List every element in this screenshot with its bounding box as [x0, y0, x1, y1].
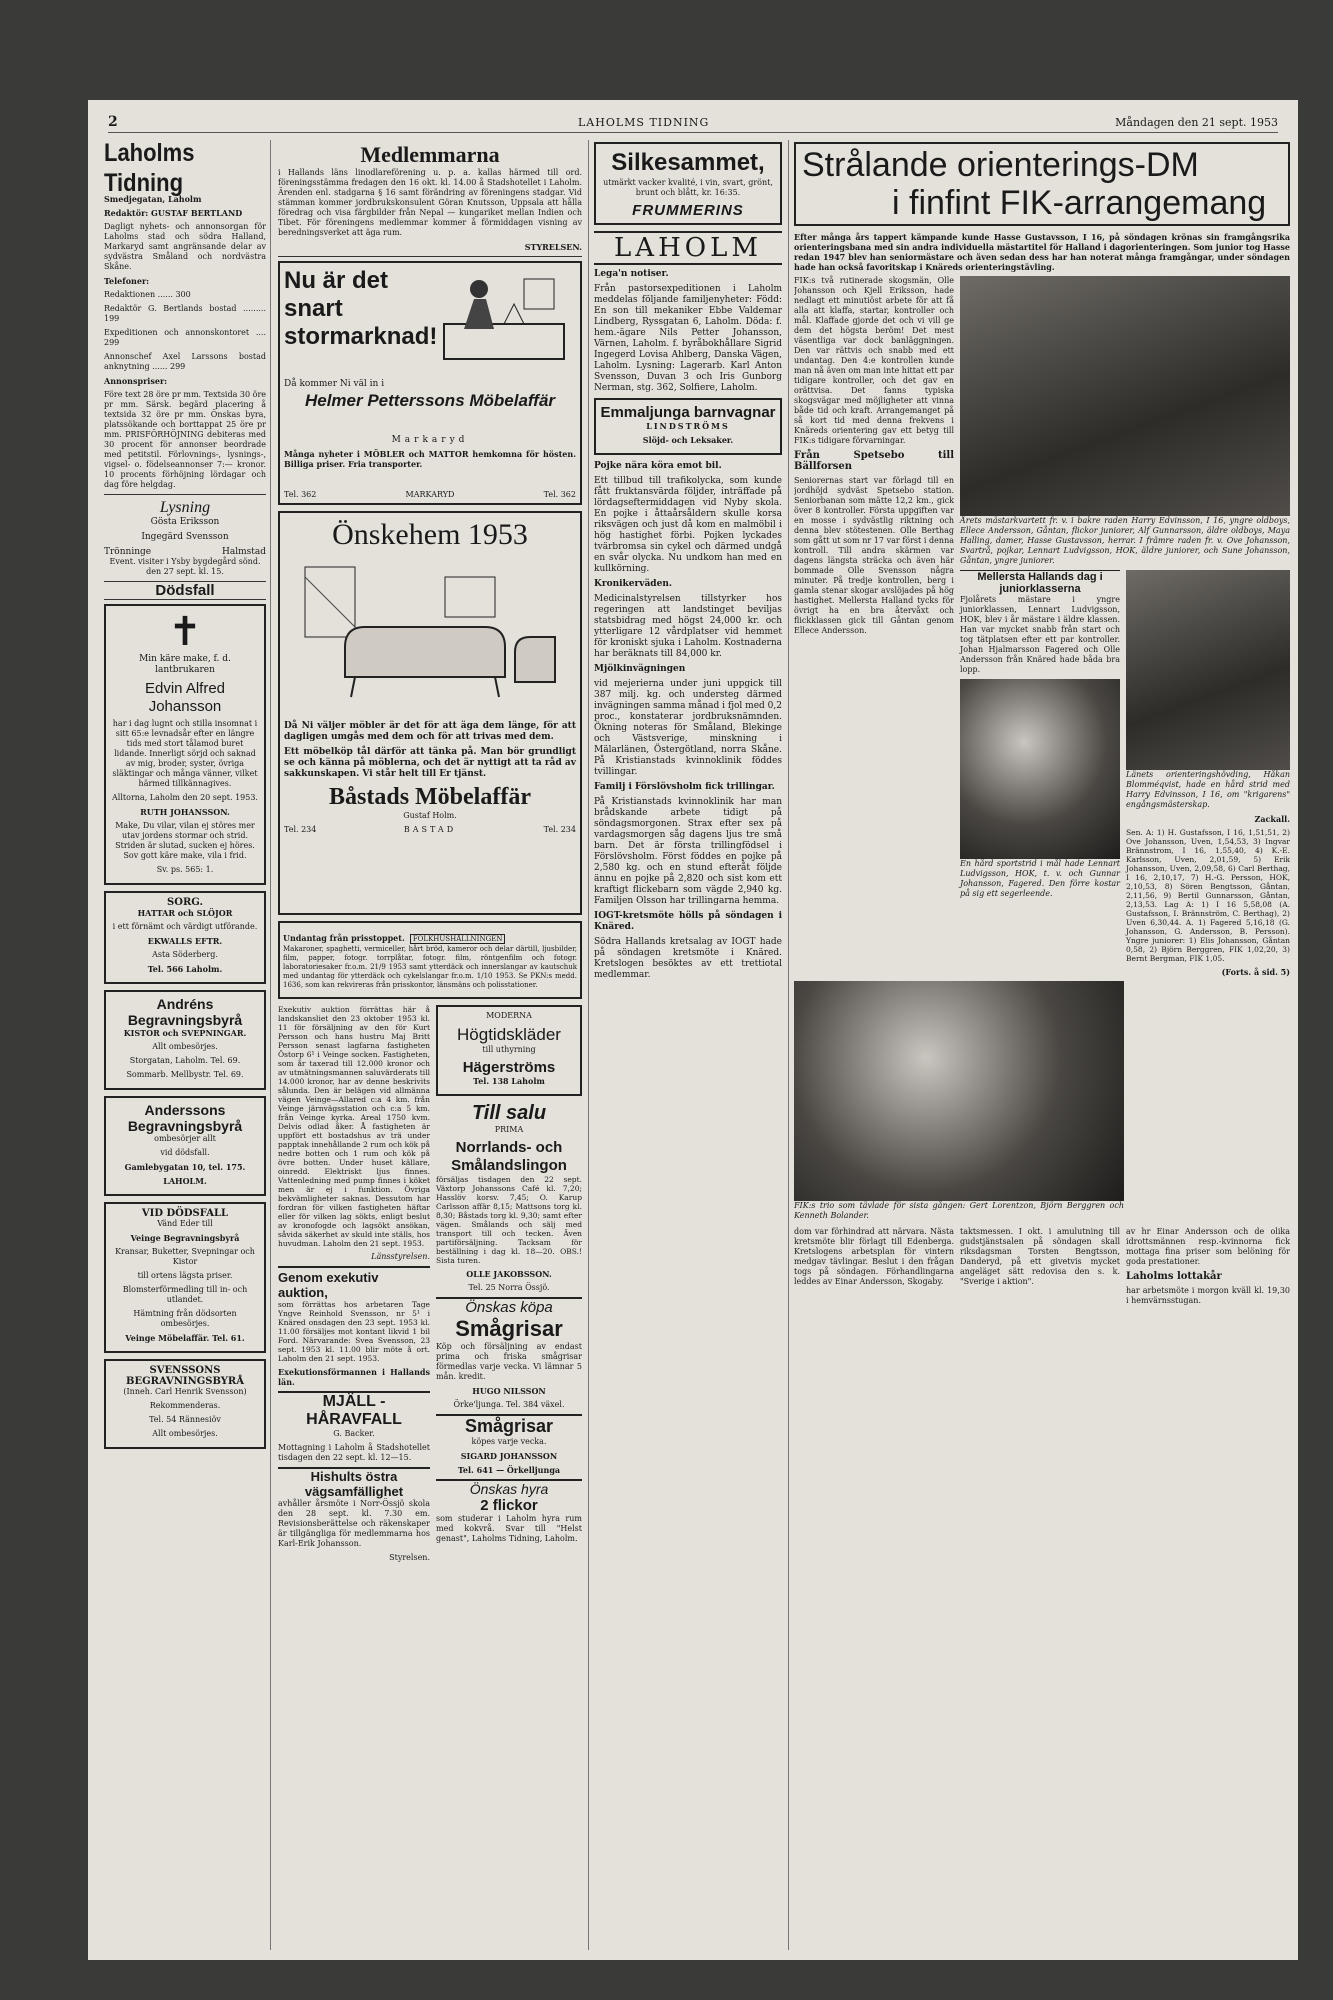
death-text: har i dag lugnt och stilla insomnat i sitt 65:e levnadsår efter en längre tids med stort tålamod buret lidande. Innerligt sörjd och saknad av mig, broder, syster, övriga släktingar och många vänner, vilket härmed tillkännagives.: [112, 719, 258, 788]
trio-block: [794, 981, 1124, 1225]
label: PRIMA: [494, 1125, 524, 1134]
exekutiv1-sign: Länsstyrelsen.: [371, 1252, 430, 1261]
undantag-text: Makaroner, spaghetti, vermiceller, hårt bröd, kameror och delar därtill, ljusbilder, film, papper, fotogr. torrplåtar, fotogr. film, röntgenfilm och fotogr. laboratoriesaker fr.o.m. 21/9 1953 samt ytterdäck och innerslangar av kautschuk med undantag för ytterdäck och cykelslangar fr.o.m. 1/10 1953. Se PKN:s medd. 1636, som kan rekvireras från prisskontor, länsmäns och polisstationer.: [283, 945, 577, 989]
cross-icon: ✝: [168, 609, 202, 655]
col-b-text: Seniorernas start var förlagd till en jordhöjd sydväst Spetsebo station. Seniorbanan som mätte 12,2 km., gick över 8 kontroller. Första uppgiften var en mosse i sydvästlig riktning och denna blev stötestenen. Olle Berthag som gått ut som nr 17 var först i denna kontroll. Till andra skärmen var dagens längsta sträcka och även här bommade Olle Svensson några minuter. På tredje kontrollen, berg i gamla stenar skogar avslöjades på hög hastighet. Mellersta Halland tycks för övrigt ha en bra återvåxt och flickklassen gick till Gåntan genom Ellece Andersson.: [794, 476, 954, 635]
store: FRUMMERINS: [632, 202, 744, 219]
sofa-illustration: [285, 557, 575, 717]
sports-top-row: [794, 276, 1290, 981]
ad-line: Gamlebygatan 10, tel. 175.: [124, 1162, 246, 1172]
stormarknad-text: Många nyheter i MÖBLER och MATTOR hemkomna för hösten. Billiga priser. Fria transporter.: [284, 449, 576, 469]
onskehem-owner: Gustaf Holm.: [403, 811, 457, 820]
item: 2 flickor: [480, 1497, 538, 1514]
photo1-caption: Årets mästarkvartett fr. v. i bakre raden Harry Edvinsson, I 16, yngre oldboys, Ellece Andersson, Gåntan, flickor juniorer, Alf Gunnarsson, äldre oldboys, Maya Halling, damer, Hasse Gustavsson, herrar. I främre raden fr. v. Ove Johansson, Svartrå, pojkar, Lennart Ludvigsson, HOK, äldre juniorer, och Sune Johansson, Gåntan, yngre juniorer.: [960, 516, 1290, 565]
seller: SIGARD JOHANSSON: [460, 1451, 558, 1461]
lysning-name: Ingegärd Svensson: [141, 532, 229, 542]
stormarknad-store: Helmer Petterssons Möbelaffär: [304, 391, 556, 410]
newspaper-page: [88, 100, 1298, 1960]
lysning-notice: [104, 499, 266, 577]
store: Hägerströms: [462, 1059, 556, 1076]
lysning-note: Event. visiter i Ysby bygdegård sönd. den 27 sept. kl. 15.: [109, 557, 261, 576]
prices-text: Före text 28 öre pr mm. Textsida 30 öre pr mm. Särsk. begärd placering å textsida 32 öre pr mm. Önskas byra, platssökande och borttappat 25 öre pr mm. PRISFÖRHÖJNING debiteras med 30 procent för annonser beordrade med petitstil. Förlovnings-, lysnings-, vigsel- o. födelseannonser 7:— kronor. 10 procents förhöjning lördagar och dag före helgdag.: [104, 390, 266, 489]
lega-title: Lega'n notiser.: [594, 269, 669, 279]
ad-line: Sommarb. Mellbystr. Tel. 69.: [126, 1070, 244, 1079]
phone-line: Redaktör G. Bertlands bostad ......... 199: [104, 304, 266, 323]
lega-text: Från pastorsexpeditionen i Laholm meddelas följande familjenyheter: Född: En son till mekaniker Ebbe Valdemar Lindberg, Ryssgatan 6, Laholm. Döda: f. hem.-ägare Nils Petter Johansson, Värnen, Laholm. f. byråbokhållare Sigrid Ingegerd Lovisa Ahlberg, Danska Vägen, Laholm. Lysning: Lagerarb. Karl Anton Svensson, Duvan 3 och Iris Gunborg Nerman, stg. 362, Solfiere, Laholm.: [594, 284, 782, 393]
town: BASTAD: [403, 825, 457, 834]
town: MARKARYD: [405, 490, 455, 499]
ad-line: Rekommenderas.: [149, 1401, 221, 1410]
phones-title: Telefoner:: [104, 276, 150, 286]
ad-line: Vänd Eder till: [157, 1219, 213, 1228]
results-col: [1126, 570, 1290, 981]
orientering-headline: [794, 142, 1290, 226]
headline-line1: Strålande orienterings-DM: [802, 146, 1199, 184]
results-tail: (Forts. å sid. 5): [1221, 967, 1290, 977]
death-psalm: Sv. ps. 565: 1.: [156, 865, 214, 874]
column-news: [594, 142, 782, 1950]
onskehem-store: Båstads Möbelaffär: [329, 784, 531, 810]
ad-anderssons: [104, 1096, 266, 1196]
phone-line: Expeditionen och annonskontoret .... 299: [104, 328, 266, 347]
tel: Tel. 234: [284, 825, 317, 834]
undantag-label: Undantag från prisstoppet.: [283, 933, 405, 943]
exekutiv2-text: som förrättas hos arbetaren Tage Yngve Reinhold Svensson, nr 5¹ i Knäred onsdagen den 23 sept. 1953 kl. 11.00 försäljes mot kontant likvid 1 bil Ford. Närvarande: Svea Svensson, 23 sept. 1953 kl. 11.00 blir möte å ort. Laholm den 21 sept. 1953.: [278, 1300, 430, 1363]
item: Smågrisar: [455, 1316, 563, 1341]
death-signature: RUTH JOHANSSON.: [140, 807, 230, 817]
masthead-address: Smedjegatan, Laholm: [104, 194, 202, 204]
ad-line: Tel. 54 Rännesiöv: [149, 1415, 221, 1424]
ad-line: Allt ombesörjes.: [152, 1429, 218, 1438]
ad-line: till ortens lägsta priser.: [137, 1271, 233, 1280]
familj-text: På Kristianstads kvinnoklinik har man brådskande arbete tidigt på söndagsmorgonen. Strax efter sex på vardagsmorgen såg dagens ljus tre små barn. Det är första trillingfödsel i Förslövsholm. Först föddes en pojke på 2,580 kg. och en stund efteråt följde ännu en pojke på 2,820 och sist kom ett kraftigt flickebarn som vägde 2,940 kg. Familjen Olsson har trillingarna hemma.: [594, 797, 782, 906]
stormarknad-footer: [284, 490, 576, 499]
ad-line: KISTOR och SVEPNINGAR.: [123, 1028, 247, 1038]
ad-line: Storgatan, Laholm. Tel. 69.: [129, 1056, 241, 1065]
death-name: Edvin Alfred Johansson: [144, 680, 226, 715]
title: Smågrisar: [464, 1416, 554, 1436]
pojke-title: Pojke nära köra emot bil.: [594, 461, 722, 471]
tel: Tel. 641 — Örkelljunga: [457, 1465, 561, 1475]
sub2: Slöjd- och Leksaker.: [642, 435, 734, 445]
stormarknad-place: Markaryd: [391, 435, 469, 445]
column-ads-left: [278, 142, 582, 1950]
ad-line: EKWALLS EFTR.: [147, 936, 223, 946]
title: Silkesammet,: [611, 149, 765, 176]
text: försäljas tisdagen den 22 sept. Växtorp Johanssons Café kl. 7,20; Hasslöv korsv. 7,45; O. Karup Carlsson affär 8,15; Mattsons torg kl. 8,30; Båstads torg kl. 9,30; samt efter vägen. Smålands och sälj med transport till och tecken. Även partiförsäljning. Tacksam för beställning i dag kl. 18—20. OBS.! Sista turen.: [436, 1175, 582, 1265]
title: Emmaljunga barnvagnar: [600, 404, 776, 421]
fik-trio-photo: [794, 981, 1124, 1201]
bottom-right: [1126, 1227, 1290, 1310]
bottom-left-text: dom var förhindrad att närvara. Nästa kretsmöte blir förlagt till Edenberga. Kretslogens arbetsplan för vintern medgav tävlingar. Beslut i den frågan togs på söndagen. Förhandlingarna leddes av Einar Andersson, Skogaby.: [794, 1227, 954, 1286]
sports-bottom-row: [794, 981, 1290, 1225]
team-photo: [960, 276, 1290, 516]
pojke-text: Ett tillbud till trafikolycka, som kunde fått fruktansvärda följder, inträffade på lördagseftermiddagen vid Nyby skola. En pojke i åttaårsåldern skulle korsa riksvägen och just då kom en malmöbil i hög hastighet förbi. Pojken lyckades tvärbromsa sin cykel och därmed undgå en svår olycka. Nu undkom han med en kullkörning.: [594, 476, 782, 574]
exekutiv2-title: Genom exekutiv auktion,: [278, 1266, 430, 1300]
ad-line: i ett förnämt och värdigt utförande.: [112, 922, 258, 931]
undantag-notice: [278, 921, 582, 999]
ad-moderna: [436, 1005, 582, 1096]
sports-col-b: [960, 276, 1290, 981]
title: Högtidskläder: [457, 1025, 561, 1044]
hishults-text: avhåller årsmöte i Norr-Össjö skola den 28 sept. kl. 7.30 em. Revisionsberättelse och räkenskaper är tillgängliga för medlemmarna hos Karl-Erik Johansson.: [278, 1499, 430, 1548]
hishults-title: Hishults östra vägsamfällighet: [278, 1467, 430, 1499]
ad-smagrisar-2: [436, 1414, 582, 1475]
column-rule: [270, 140, 271, 1950]
mjall-title: MJÄLL - HÅRAVFALL: [278, 1391, 430, 1429]
exekutiv2-sign: Exekutionsförmannen i Hallands län.: [278, 1367, 430, 1387]
ad-onskehem: [278, 511, 582, 915]
ad-silkesammet: [594, 142, 782, 225]
ad-andrens: [104, 990, 266, 1090]
column-left: [104, 142, 266, 1950]
text: Köp och försäljning av endast prima och friska smågrisar förmedlas varje vecka. Vi lämnar 5 mån. kredit.: [436, 1342, 582, 1381]
label: MODERNA: [486, 1011, 532, 1020]
mjolk-title: Mjölkinvägningen: [594, 664, 686, 674]
ad-smagrisar-1: [436, 1297, 582, 1410]
col-c-text: Fjolårets mästare i yngre juniorklassen, Lennart Ludvigsson, HOK, blev i år mästare i äldre klassen. Han var mycket snabb från start och tog tätplatsen efter ett par kontroller. Johan Hjalmarsson Fagered och Olle Andersson från Knäred hade båda bra lopp.: [960, 595, 1120, 674]
runner-portrait-photo: [1126, 570, 1290, 770]
results-text: Sen. A: 1) H. Gustafsson, I 16, 1,51,51, 2) Ove Johansson, Uven, 1,54,53, 3) Ingvar Brännstrom, I 16, 1,55,40, 4) K.-E. Karlsson, Uven, 2,01,59, 5) Erik Johansson, Uven, 2,09,58, 6) Carl Berthag, I 16, 2,10,17, 7) H.-G. Persson, HOK, 2,10,53, 8) Sören Bengtsson, Gåntan, 2,11,56, 9) Bertil Gunnarsson, Gåntan, 2,13,53. Lag A: 1) I 16 5,58,08 (A. Gustafsson, I. Brännström, C. Berthag), 2) Uven 6,30,44. A. 1) Fagered 5,16,18 (G. Johansson, G. Andersson, B. Persson). Yngre juniorer: 1) Elis Johansson, Gåntan 0,58, 2) Björn Berggren, FIK 1,02,20, 3) Bernt Bergman, FIK 1,05.: [1126, 828, 1290, 963]
medlemmarna-signature: STYRELSEN.: [524, 242, 582, 252]
ad-title: SVENSSONS BEGRAVNINGSBYRÅ: [126, 1365, 244, 1387]
ad-vid-dodsfall: [104, 1202, 266, 1353]
lower-right: [436, 1005, 582, 1567]
ad-stormarknad: [278, 261, 582, 505]
seller: HUGO NILSSON: [472, 1386, 546, 1396]
photo2-caption: Länets orienteringshövding, Håkan Blomméqvist, hade en hård strid med Harry Edvinsson, I 16, om "krigarens" engångsmästerskap.: [1126, 770, 1290, 809]
mjall-text: Mottagning i Laholm å Stadshotellet tisdagen den 22 sept. kl. 12—15.: [278, 1443, 430, 1462]
ad-line: (Inneh. Carl Henrik Svensson): [123, 1387, 247, 1396]
laholm-title: LAHOLM: [594, 231, 782, 265]
lysning-place: Halmstad: [222, 547, 266, 557]
mjolk-text: vid mejerierna under juni uppgick till 387 milj. kg. och understeg därmed invägningen samma månad i fjol med 0,2 proc., konstaterar jordbruksnämnden. Ökning noteras för Småland, Blekinge och Västsverige, minskning i Mälarlänen, Östergötland, norra Skåne. På Kristianstads kvinnoklinik föddes tvillingar.: [594, 679, 782, 777]
items: Norrlands- och Smålandslingon: [451, 1139, 567, 1174]
tel: Tel. 362: [284, 490, 317, 499]
sub: till uthyrning: [482, 1045, 536, 1054]
title: Önskas köpa: [465, 1299, 553, 1316]
bottom-mid-text: taktsmessen. I okt. i amulutning till gudstjänstsalen på söndagen skall riksdagsman Torsten Bengtsson, Danderyd, på ett givetvis mycket angeläget sätt redovisa den s. k. "Sverige i aktion".: [960, 1227, 1120, 1286]
tel: Örke'ljunga. Tel. 384 växel.: [453, 1400, 565, 1409]
title: Önskas hyra: [469, 1481, 549, 1497]
iogt-title: IOGT-kretsmöte hölls på söndagen i Knäred.: [594, 911, 782, 932]
issue-date: Måndagen den 21 sept. 1953: [1115, 116, 1278, 129]
photo3-caption: En hård sportstrid i mål hade Lennart Ludvigsson, HOK, t. v. och Gunnar Johansson, Fagered. Den förre kostar på sig ett segerleende.: [960, 859, 1120, 898]
tel: Tel. 25 Norra Össjö.: [468, 1283, 550, 1292]
hishults-sign: Styrelsen.: [389, 1553, 430, 1562]
familj-title: Familj i Förslövsholm fick trillingar.: [594, 782, 775, 792]
lower-left: [278, 1005, 430, 1567]
tel: Tel. 362: [543, 490, 576, 499]
sports-mid-row: [960, 570, 1290, 981]
undantag-box: FOLKHUSHÅLLNINGEN: [410, 934, 506, 944]
ad-line: Allt ombesörjes.: [152, 1042, 218, 1051]
column-rule: [788, 140, 789, 1950]
results-title: Zackall.: [1254, 814, 1290, 824]
death-intro: Min käre make, f. d. lantbrukaren: [139, 654, 231, 675]
lottakar-title: Laholms lottakår: [1126, 1271, 1222, 1282]
photo4-caption: FIK:s trio som tävlade för sista gången: Gert Lorentzon, Björn Berggren och Kenneth Bolander.: [794, 1201, 1124, 1220]
ad-title: VID DÖDSFALL: [141, 1208, 229, 1219]
kronik-text: Medicinalstyrelsen tillstyrker hos regeringen att landstinget beviljas statsbidrag med högst 24,000 kr. och ytterligare 12 vårdplatser vid hemmet för kroniskt sjuka i Laholm. Kostnaderna har beräknats till 84,000 kr.: [594, 594, 782, 659]
mellersta-col: [960, 570, 1120, 981]
mjall-sub: G. Backer.: [333, 1429, 375, 1438]
ad-svenssons: [104, 1359, 266, 1449]
phone-line: Redaktionen ...... 300: [104, 290, 191, 299]
ad-flickor: [436, 1479, 582, 1544]
prices-title: Annonspriser:: [104, 376, 168, 386]
ad-sorg: [104, 891, 266, 984]
mellersta-title: Mellersta Hallands dag i juniorklasserna: [960, 570, 1120, 595]
ad-emmaljunga: [594, 398, 782, 455]
text: utmärkt vacker kvalité, i vin, svart, grönt, brunt och blått, kr. 16:35.: [603, 178, 773, 197]
ad-line: Tel. 566 Laholm.: [147, 964, 223, 974]
shopping-woman-illustration: [434, 269, 574, 369]
exekutiv1-text: Exekutiv auktion förrättas här å landskansliet den 23 oktober 1953 kl. 11 för försäljning av den för Kurt Persson och hans hustru Maj Britt Persson senast lagfarna fastigheten Östorp 6¹ i Veinge socken. Fastigheten, som år taxerad till 12.000 kronor och av utmätningsmannen saluvärderats till 14.000 kronor, har av denne beskrivits sålunda. Den är belägen vid allmänna vägen Veinge—Allared c:a 4 km. från Veinge järnvägsstation och c:a 5 km. från Veinge kyrka. Areal 1750 kvm. Delvis odlad åker. Å fastigheten är uppfört ett bostadshus av trä under papptak innehållande 2 rum och kök på nedre botten och 1 rum och kök på övre botten. Under huset källare, oinredd. Elektriskt ljus finnes. Vattenledning med pump finnes i köket men är ej i funktion. Övriga bekvämligheter saknas. Dessutom har fordran för vilken fastigheten häftar eller för vilken lag sökts, enligt beslut av kronofogde och lagsökt ansökan, såvida säkerhet av skuld inte ställs, hos huvudman. Laholm den 21 sept. 1953.: [278, 1005, 430, 1248]
page-number: 2: [108, 114, 118, 130]
medlemmarna-text: i Hallands läns linodlareförening u. p. a. kallas härmed till ord. föreningsstämma fredagen den 16 okt. kl. 14.00 å Stadshotellet i Laholm. Ärenden enl. stadgarna § 16 samt förändring av föreningens stadgar. Vid stämman kommer jordbrukskonsulent Göran Knutsson, Uppsala att hålla föredrag och visa färgbilder från Nepal — kungariket mellan Indien och Tibet. För föreningens medlemmar kommer å förmiddagen visning av beredningsverket att äga rum.: [278, 168, 582, 237]
ad-line: Hämtning från dödsorten ombesörjes.: [133, 1309, 237, 1328]
text: köpes varje vecka.: [471, 1437, 547, 1446]
sub: LINDSTRÖMS: [646, 421, 730, 431]
ad-line: vid dödsfall.: [160, 1148, 210, 1157]
column-sports: [794, 142, 1290, 1950]
paper-name: LAHOLMS TIDNING: [578, 116, 710, 129]
ad-line: ombesörjer allt: [154, 1134, 216, 1143]
runners-finish-photo: [960, 679, 1120, 859]
dodsfall-title: Dödsfall: [104, 581, 266, 600]
title: Till salu: [471, 1102, 547, 1124]
ad-line: Blomsterförmedling till in- och utlandet.: [122, 1285, 248, 1304]
ad-line: LAHOLM.: [163, 1176, 207, 1186]
ad-line: Asta Söderberg.: [152, 950, 218, 959]
phone-line: Annonschef Axel Larssons bostad anknytning ...... 299: [104, 352, 266, 371]
lysning-name: Gösta Eriksson: [150, 517, 220, 527]
sports-continuation: [794, 1227, 1290, 1310]
spetsebo-title: Från Spetsebo till Bällforsen: [794, 450, 954, 472]
ad-till-salu: [436, 1102, 582, 1293]
col-a-text: FIK:s två rutinerade skogsmän, Olle Johansson och Kjell Eriksson, hade nedlagt ett minutiöst arbete för att få alla att klaffa, startar, kontroller och mål. Klaffade gjorde det och vi vill ge dem det högsta beröm! Det mest väsentliga var dock banläggningen. Den var rättvis och snabb med ett undantag. Den 4:e kontrollen kunde man nå även om man inte hittat ett par tidigare kontroller, och det gav en orättvisa. Det fanns typiska skogsvägar med möjligheter att vinna både tid och kraft. Arrangemanget på så kort tid med denna frekvens i Knäreds orientering gav ett betyg till FIK:s tidigare förvarningar.: [794, 276, 954, 445]
column-rule: [588, 140, 589, 1950]
death-place-date: Alltorna, Laholm den 20 sept. 1953.: [112, 793, 258, 802]
lysning-place: Trönninge: [104, 547, 152, 557]
ad-title: Anderssons Begravningsbyrå: [127, 1102, 243, 1134]
medlemmarna-title: Medlemmarna: [360, 142, 500, 167]
ad-title: Andréns Begravningsbyrå: [127, 996, 243, 1028]
ad-title: SORG.: [167, 897, 203, 908]
stormarknad-headline: Nu är det snart stormarknad!: [284, 267, 438, 350]
lottakar-text: har arbetsmöte i morgon kväll kl. 19,30 i hemvärnsstugan.: [1126, 1286, 1290, 1305]
kronik-title: Kronikerväden.: [594, 579, 672, 589]
sports-col-a: [794, 276, 954, 981]
masthead-editor: Redaktör: GUSTAF BERTLAND: [104, 208, 243, 218]
tel: Tel. 234: [543, 825, 576, 834]
text: som studerar i Laholm hyra rum med kokvrå. Svar till "Helst genast", Laholms Tidning, Laholm.: [436, 1514, 582, 1543]
death-notice: [104, 604, 266, 885]
seller: OLLE JAKOBSSON.: [466, 1269, 552, 1279]
bottom-right-text: av hr Einar Andersson och de olika idrottsmännen resp.-kvinnorna fick mottaga fina priser som belöning för goda prestationer.: [1126, 1227, 1290, 1266]
death-verse: Make, Du vilar, vilan ej störes mer utav jordens stormar och strid. Striden är slutad, sucken ej höres. Sov gott käre make, vila i frid.: [115, 821, 255, 860]
lysning-title: Lysning: [159, 499, 211, 516]
onskehem-headline: Önskehem 1953: [332, 518, 528, 551]
onskehem-footer: [284, 825, 576, 834]
iogt-text: Södra Hallands kretsalag av IOGT hade på söndagen kretsmöte i Knäred. Kretslogen besöktes av ett trettiotal medlemmar.: [594, 937, 782, 980]
orientering-lead: Efter många års tappert kämpande kunde Hasse Gustavsson, I 16, på söndagen krönas sin framgångsrika orienteringsbana med sin andra individuella mästartitel för Halland i dagorienteringen. Som junior tog Hasse redan 1947 blev han seniormästare och även sedan dess har han noterat många framgångar, under söndagen hade han också favoritskap i Knäreds orienteringstävling.: [794, 232, 1290, 272]
tel: Tel. 138 Laholm: [473, 1076, 545, 1086]
headline-line2: i finfint FIK-arrangemang: [892, 184, 1267, 222]
lower-split: [278, 1005, 582, 1567]
masthead-title: Laholms Tidning: [104, 142, 195, 197]
page-header: [108, 112, 1278, 133]
ad-line: Veinge Möbelaffär. Tel. 61.: [125, 1333, 245, 1343]
onskehem-text2: Ett möbelköp tål därför att tänka på. Man bör grundligt se och känna på möblerna, och det är nyttigt att ta råd av sakkunskapen. Vi står helt till Er tjänst.: [284, 747, 576, 779]
ad-line: Kransar, Buketter, Svepningar och Kistor: [115, 1247, 255, 1266]
stormarknad-pre: Då kommer Ni väl in i: [284, 379, 385, 389]
ad-line: Veinge Begravningsbyrå: [130, 1233, 240, 1243]
masthead-blurb: Dagligt nyhets- och annonsorgan för Laholms stad och södra Halland, Markaryd samt angränsande delar av sydvästra Småland och nordvästra Skåne.: [104, 222, 266, 271]
ad-line: HATTAR och SLÖJOR: [137, 908, 233, 918]
onskehem-text: Då Ni väljer möbler är det för att äga dem länge, för att dagligen umgås med dem och för att trivas med dem.: [284, 721, 576, 742]
